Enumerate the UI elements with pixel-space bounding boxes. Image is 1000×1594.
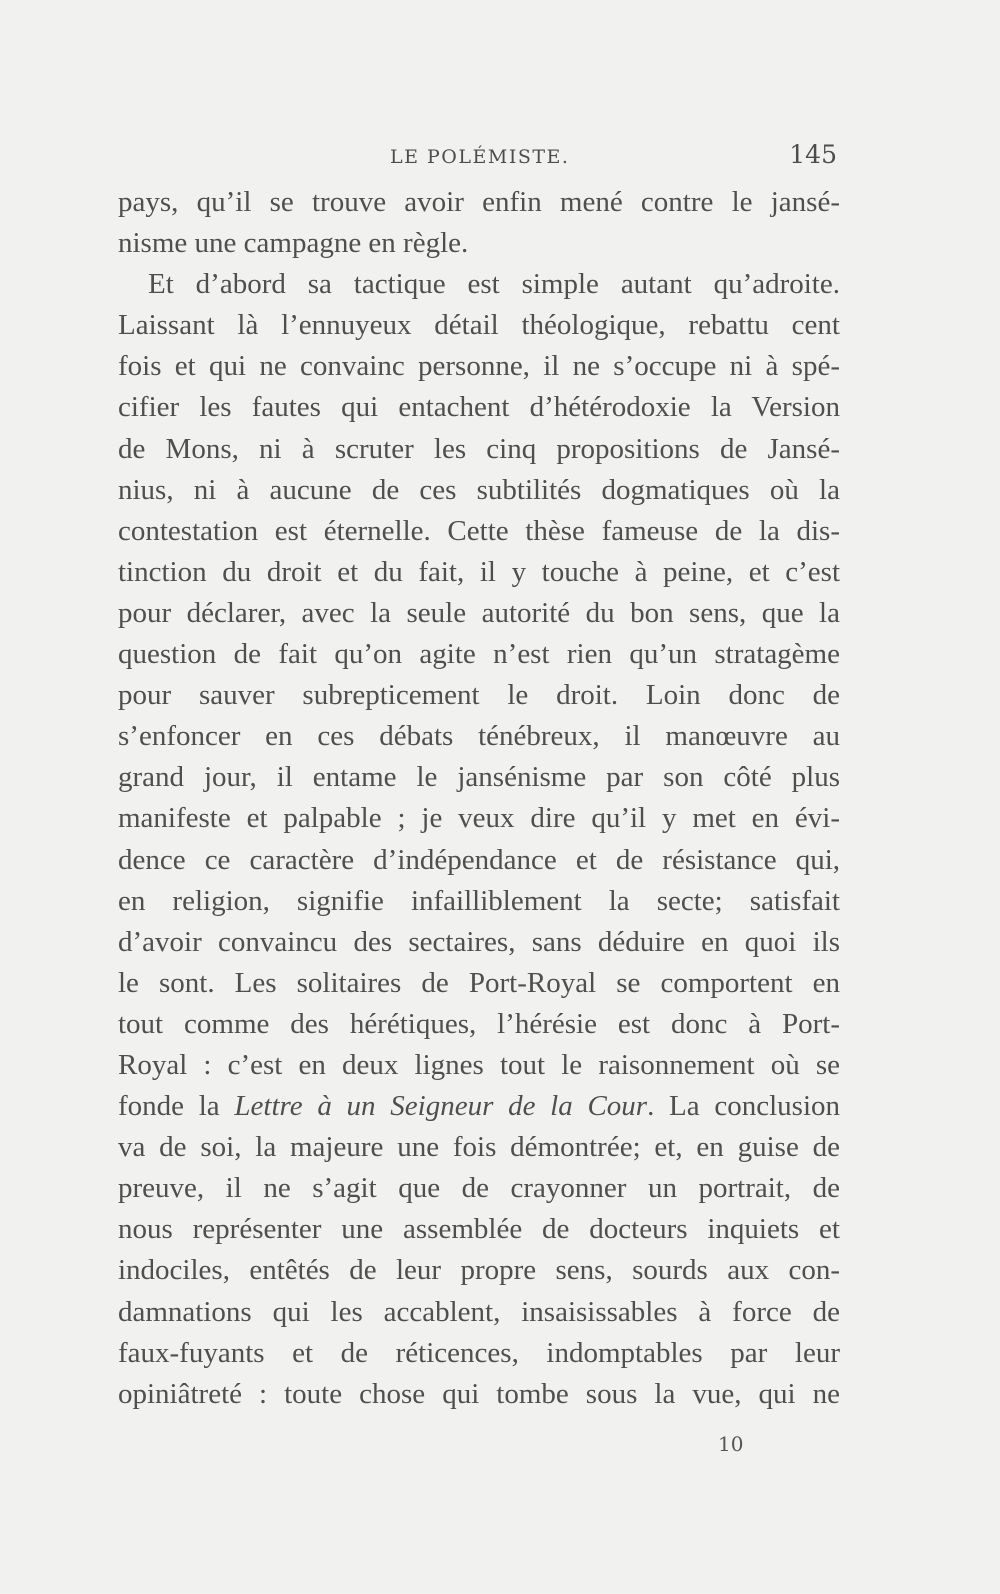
- text-line: en religion, signifie infailliblement la secte; satisfait: [118, 884, 840, 917]
- text-line: nous représenter une assemblée de docteurs inquiets et: [118, 1213, 840, 1246]
- text-line: [118, 1086, 840, 1127]
- text-line: de Mons, ni à scruter les cinq propositions de Jansé-: [118, 432, 840, 465]
- text-line: d’avoir convaincu des sectaires, sans déduire en quoi ils: [118, 925, 840, 958]
- text-line: nius, ni à aucune de ces subtilités dogmatiques où la: [118, 473, 840, 506]
- text-line: faux-fuyants et de réticences, indomptables par leur: [118, 1336, 840, 1369]
- page-number: 145: [789, 140, 837, 169]
- text-line: pays, qu’il se trouve avoir enfin mené contre le jansé-: [118, 186, 840, 218]
- text-line: grand jour, il entame le jansénisme par son côté plus: [118, 761, 840, 794]
- text-line: Laissant là l’ennuyeux détail théologique, rebattu cent: [118, 309, 840, 342]
- text-line: preuve, il ne s’agit que de crayonner un portrait, de: [118, 1172, 840, 1205]
- running-title: LE POLÉMISTE.: [390, 146, 570, 168]
- running-head: [118, 140, 843, 180]
- text-line: s’enfoncer en ces débats ténébreux, il manœuvre au: [118, 720, 840, 753]
- text-line: question de fait qu’on agite n’est rien qu’un stratagème: [118, 638, 840, 671]
- text-line: manifeste et palpable ; je veux dire qu’il y met en évi-: [118, 802, 840, 835]
- italic-title: Lettre à un Seigneur de la Cour: [234, 1090, 648, 1123]
- text-line: va de soi, la majeure une fois démontrée; et, en guise de: [118, 1131, 840, 1164]
- text-line: fois et qui ne convainc personne, il ne s’occupe ni à spé-: [118, 350, 840, 383]
- text-line: damnations qui les accablent, insaisissables à force de: [118, 1295, 840, 1328]
- text-line: nisme une campagne en règle.: [118, 227, 469, 260]
- text-line: pour sauver subrepticement le droit. Loin donc de: [118, 679, 840, 712]
- text-line: pour déclarer, avec la seule autorité du bon sens, que la: [118, 596, 840, 629]
- text-line: indociles, entêtés de leur propre sens, sourds aux con-: [118, 1254, 840, 1287]
- text-line: Royal : c’est en deux lignes tout le raisonnement où se: [118, 1048, 840, 1081]
- text-line: opiniâtreté : toute chose qui tombe sous la vue, qui ne: [118, 1377, 840, 1410]
- text-segment: fonde la: [118, 1090, 235, 1123]
- body-text: [118, 182, 840, 1415]
- text-line: Et d’abord sa tactique est simple autant qu’adroite.: [148, 268, 840, 301]
- text-line: le sont. Les solitaires de Port-Royal se comportent en: [118, 966, 840, 999]
- text-segment: . La conclusion: [647, 1090, 840, 1123]
- text-line: tout comme des hérétiques, l’hérésie est donc à Port-: [118, 1007, 840, 1040]
- text-line: dence ce caractère d’indépendance et de résistance qui,: [118, 843, 840, 876]
- signature-mark: 10: [718, 1432, 744, 1456]
- text-line: contestation est éternelle. Cette thèse fameuse de la dis-: [118, 514, 840, 547]
- text-line: tinction du droit et du fait, il y touche à peine, et c’est: [118, 555, 840, 588]
- text-line: cifier les fautes qui entachent d’hétérodoxie la Version: [118, 391, 840, 424]
